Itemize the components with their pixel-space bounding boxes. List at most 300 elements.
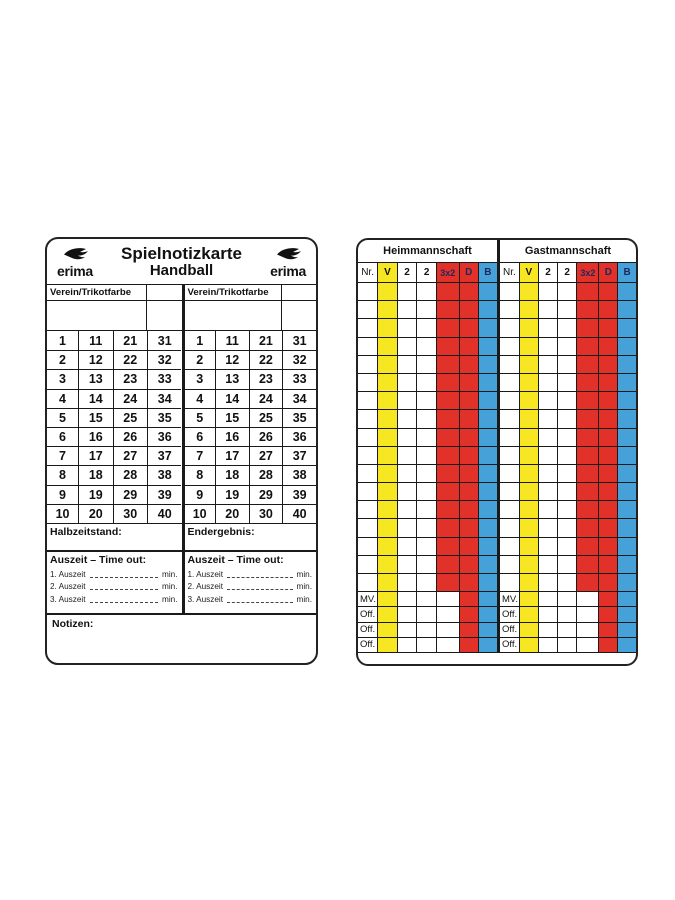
mark-cell: [459, 337, 478, 355]
erima-logo-left: [57, 246, 93, 278]
mark-cell: [598, 606, 617, 621]
timeout-row: [188, 595, 313, 604]
verein-end-cell: [146, 301, 182, 330]
special-row-label: Off.: [358, 637, 377, 652]
mark-cell: [576, 446, 598, 464]
timeout-unit: min.: [162, 582, 178, 591]
score-number-cell: 1: [59, 333, 66, 348]
verein-label: Verein/Trikotfarbe: [50, 287, 132, 298]
mark-cell: [358, 428, 377, 446]
mark-cell: [358, 300, 377, 318]
mark-cell: [459, 446, 478, 464]
score-number-cell: 40: [282, 504, 316, 523]
column-header-cell: Nr.: [358, 263, 377, 282]
mark-table: [500, 263, 636, 652]
verein-end-cell: [281, 301, 316, 330]
mark-cell: [377, 637, 397, 652]
score-number-cell: 30: [113, 504, 147, 523]
mark-cell: [500, 537, 519, 555]
score-number-cell: 5: [47, 408, 78, 427]
mark-cell: [538, 482, 557, 500]
timeout-unit: min.: [296, 569, 312, 579]
mark-cell: [538, 318, 557, 336]
mark-cell: [436, 555, 459, 573]
team-column-guest: [182, 285, 317, 613]
mark-cell: [436, 428, 459, 446]
guest-team-section: [497, 240, 636, 652]
mark-cell: [436, 282, 459, 300]
mark-cell: [557, 318, 576, 336]
mark-cell: [358, 373, 377, 391]
mark-cell: [598, 573, 617, 591]
verein-entry-cell: [185, 301, 317, 331]
mark-cell: [538, 637, 557, 652]
mark-cell: [598, 622, 617, 637]
home-team-section: [358, 240, 497, 652]
score-number-cell: 25: [249, 408, 283, 427]
mark-cell: [576, 591, 598, 606]
mark-cell: [576, 606, 598, 621]
mark-cell: [397, 500, 417, 518]
mark-cell: [500, 518, 519, 536]
mark-cell: [576, 555, 598, 573]
card-title-line1: Spielnotizkarte: [121, 243, 242, 263]
mark-cell: [377, 464, 397, 482]
mark-cell: [478, 355, 497, 373]
mark-cell: [478, 373, 497, 391]
mark-cell: [478, 555, 497, 573]
mark-cell: [397, 606, 417, 621]
mark-cell: [358, 555, 377, 573]
score-number-cell: 26: [249, 427, 283, 446]
card-title-line2: Handball: [149, 261, 214, 279]
score-number-cell: 13: [215, 369, 249, 388]
mark-cell: [377, 573, 397, 591]
score-number-cell: 6: [47, 427, 78, 446]
special-row-label: Off.: [358, 606, 377, 621]
mark-cell: [557, 373, 576, 391]
mark-cell: [519, 428, 538, 446]
special-row-label: Off.: [500, 637, 519, 652]
mark-cell: [397, 300, 417, 318]
mark-cell: [576, 518, 598, 536]
mark-cell: [617, 555, 636, 573]
mark-cell: [459, 637, 478, 652]
mark-cell: [557, 555, 576, 573]
mark-cell: [459, 282, 478, 300]
mark-cell: [377, 337, 397, 355]
mark-cell: [557, 622, 576, 637]
mark-cell: [436, 409, 459, 427]
mark-cell: [358, 355, 377, 373]
erima-wordmark: erima: [57, 262, 93, 279]
column-header-cell: V: [377, 263, 397, 282]
score-number-cell: 33: [282, 369, 316, 388]
erima-logo-right: [270, 246, 306, 278]
mark-cell: [397, 482, 417, 500]
mark-cell: [538, 606, 557, 621]
mark-cell: [397, 555, 417, 573]
special-row-label: MV.: [358, 591, 377, 606]
halftime-label: Halbzeitstand:: [50, 526, 122, 538]
timeout-row: [188, 582, 313, 591]
mark-cell: [617, 391, 636, 409]
mark-cell: [576, 482, 598, 500]
mark-cell: [459, 555, 478, 573]
mark-cell: [557, 606, 576, 621]
mark-cell: [436, 537, 459, 555]
mark-cell: [557, 355, 576, 373]
score-number-cell: 39: [147, 485, 181, 504]
mark-cell: [617, 500, 636, 518]
mark-cell: [436, 337, 459, 355]
team-columns: [47, 285, 316, 613]
score-number-cell: 31: [147, 331, 181, 350]
score-number-cell: 24: [249, 389, 283, 408]
mark-cell: [519, 482, 538, 500]
final-result-label: Endergebnis:: [187, 526, 255, 538]
mark-cell: [478, 591, 497, 606]
mark-cell: [598, 300, 617, 318]
score-number-cell: 19: [78, 485, 112, 504]
mark-cell: [416, 637, 436, 652]
score-number-cell: 4: [185, 389, 215, 408]
score-number-cell: 8: [47, 465, 78, 484]
verein-label: Verein/Trikotfarbe: [187, 287, 269, 298]
column-header-cell: D: [459, 263, 478, 282]
mark-cell: [358, 446, 377, 464]
timeout-write-line: [227, 582, 293, 590]
mark-cell: [500, 355, 519, 373]
mark-cell: [459, 464, 478, 482]
mark-cell: [519, 573, 538, 591]
score-number-cell: 2: [47, 350, 78, 369]
mark-cell: [557, 337, 576, 355]
mark-cell: [397, 428, 417, 446]
mark-cell: [557, 446, 576, 464]
score-number-cell: 10: [47, 504, 78, 523]
mark-cell: [459, 606, 478, 621]
verein-end-cell: [281, 285, 316, 300]
score-number-cell: 26: [113, 427, 147, 446]
card-bottom-strip: [358, 652, 636, 665]
mark-cell: [377, 428, 397, 446]
score-number-cell: 31: [282, 331, 316, 350]
mark-cell: [416, 282, 436, 300]
mark-cell: [576, 537, 598, 555]
mark-cell: [576, 637, 598, 652]
score-number-cell: 38: [282, 465, 316, 484]
mark-cell: [358, 337, 377, 355]
erima-bird-icon: [60, 246, 90, 263]
mark-cell: [617, 355, 636, 373]
score-number-cell: 27: [249, 446, 283, 465]
mark-cell: [519, 622, 538, 637]
mark-cell: [416, 318, 436, 336]
timeout-row: [50, 570, 178, 579]
score-number-cell: 6: [185, 427, 215, 446]
mark-cell: [459, 355, 478, 373]
mark-cell: [557, 282, 576, 300]
score-number-cell: 14: [78, 389, 112, 408]
mark-cell: [358, 409, 377, 427]
mark-cell: [478, 337, 497, 355]
mark-cell: [538, 446, 557, 464]
timeout-header: Auszeit – Time out:: [50, 554, 147, 566]
column-header-cell: B: [478, 263, 497, 282]
mark-cell: [478, 500, 497, 518]
mark-cell: [377, 282, 397, 300]
timeout-row: [50, 595, 178, 604]
mark-cell: [598, 428, 617, 446]
mark-cell: [519, 464, 538, 482]
score-number-cell: 18: [78, 465, 112, 484]
mark-cell: [377, 355, 397, 373]
timeout-unit: min.: [296, 594, 312, 604]
score-number-cell: 5: [185, 408, 215, 427]
special-row-label: Off.: [500, 606, 519, 621]
score-number-cell: 23: [113, 369, 147, 388]
mark-cell: [519, 537, 538, 555]
score-number-cell: 2: [185, 350, 215, 369]
mark-cell: [500, 391, 519, 409]
mark-cell: [459, 318, 478, 336]
mark-cell: [538, 537, 557, 555]
mark-cell: [436, 355, 459, 373]
timeout-section: [47, 550, 182, 613]
mark-cell: [538, 500, 557, 518]
mark-cell: [557, 637, 576, 652]
mark-cell: [500, 428, 519, 446]
mark-cell: [436, 518, 459, 536]
mark-cell: [397, 537, 417, 555]
timeout-row-label: 1. Auszeit: [187, 569, 223, 579]
mark-cell: [478, 282, 497, 300]
score-number-cell: 40: [147, 504, 181, 523]
mark-cell: [416, 409, 436, 427]
mark-cell: [377, 500, 397, 518]
mark-cell: [617, 318, 636, 336]
mark-cell: [557, 300, 576, 318]
score-number-cell: 15: [215, 408, 249, 427]
timeout-row-label: 3. Auszeit: [187, 594, 223, 604]
guest-team-title: Gastmannschaft: [500, 240, 636, 263]
mark-cell: [478, 300, 497, 318]
mark-cell: [416, 573, 436, 591]
notes-label: Notizen:: [52, 618, 94, 630]
timeout-row: [188, 570, 313, 579]
spielnotizkarte-card: [45, 237, 318, 665]
mark-cell: [459, 482, 478, 500]
mark-cell: [397, 391, 417, 409]
score-number-cell: 22: [113, 350, 147, 369]
verein-entry-cell: [47, 301, 182, 331]
mark-cell: [538, 591, 557, 606]
mark-cell: [478, 573, 497, 591]
mark-cell: [538, 409, 557, 427]
mark-cell: [377, 537, 397, 555]
mark-cell: [397, 446, 417, 464]
mark-cell: [519, 337, 538, 355]
score-number-cell: 9: [185, 485, 215, 504]
mark-cell: [617, 518, 636, 536]
score-number-cell: 16: [215, 427, 249, 446]
special-row-label: Off.: [358, 622, 377, 637]
mark-cell: [576, 622, 598, 637]
mark-cell: [416, 337, 436, 355]
mark-cell: [459, 409, 478, 427]
timeout-write-line: [90, 595, 159, 603]
mark-cell: [478, 428, 497, 446]
column-header-cell: 2: [557, 263, 576, 282]
mark-cell: [538, 428, 557, 446]
card-title: [121, 244, 242, 280]
mark-cell: [500, 300, 519, 318]
column-header-cell: 2: [538, 263, 557, 282]
mark-cell: [557, 428, 576, 446]
score-number-cell: 27: [113, 446, 147, 465]
mark-cell: [576, 373, 598, 391]
mark-cell: [377, 446, 397, 464]
score-number-cell: 36: [147, 427, 181, 446]
timeout-write-line: [90, 582, 159, 590]
mark-cell: [478, 391, 497, 409]
mark-cell: [436, 391, 459, 409]
mark-cell: [478, 318, 497, 336]
halftime-row: [47, 523, 182, 550]
mark-cell: [358, 500, 377, 518]
verein-row: [185, 285, 317, 301]
mark-cell: [436, 464, 459, 482]
mark-cell: [397, 355, 417, 373]
mark-cell: [576, 355, 598, 373]
score-number-cell: 34: [282, 389, 316, 408]
mark-cell: [538, 355, 557, 373]
mark-cell: [576, 409, 598, 427]
mark-cell: [436, 637, 459, 652]
mark-cell: [617, 428, 636, 446]
score-number-cell: 28: [249, 465, 283, 484]
referee-mark-card: [356, 238, 638, 666]
score-grid: [47, 331, 182, 523]
mark-cell: [377, 482, 397, 500]
mark-cell: [358, 318, 377, 336]
final-result-row: [185, 523, 317, 550]
mark-cell: [617, 482, 636, 500]
mark-cell: [557, 518, 576, 536]
mark-cell: [576, 282, 598, 300]
mark-cell: [358, 518, 377, 536]
column-header-cell: 2: [397, 263, 417, 282]
score-number-cell: 13: [78, 369, 112, 388]
timeout-write-line: [227, 570, 293, 578]
mark-cell: [598, 446, 617, 464]
mark-cell: [397, 409, 417, 427]
mark-cell: [557, 391, 576, 409]
mark-cell: [519, 518, 538, 536]
mark-cell: [416, 606, 436, 621]
mark-cell: [416, 373, 436, 391]
mark-cell: [519, 391, 538, 409]
mark-cell: [598, 373, 617, 391]
timeout-unit: min.: [162, 594, 178, 604]
mark-cell: [617, 637, 636, 652]
score-number-cell: 9: [47, 485, 78, 504]
score-number-cell: 28: [113, 465, 147, 484]
mark-cell: [416, 591, 436, 606]
score-number-cell: 33: [147, 369, 181, 388]
mark-cell: [598, 337, 617, 355]
score-number-cell: 37: [147, 446, 181, 465]
score-number-cell: 17: [78, 446, 112, 465]
score-number-cell: 23: [249, 369, 283, 388]
mark-cell: [617, 591, 636, 606]
special-row-label: Off.: [500, 622, 519, 637]
mark-cell: [416, 428, 436, 446]
score-number-cell: 1: [196, 333, 204, 348]
column-header-cell: B: [617, 263, 636, 282]
score-number-cell: 8: [185, 465, 215, 484]
score-number-cell: 11: [78, 331, 112, 350]
mark-cell: [436, 500, 459, 518]
mark-cell: [598, 637, 617, 652]
mark-cell: [459, 591, 478, 606]
verein-row: [47, 285, 182, 301]
mark-cell: [519, 555, 538, 573]
mark-cell: [519, 300, 538, 318]
mark-cell: [500, 318, 519, 336]
mark-cell: [500, 573, 519, 591]
mark-cell: [459, 373, 478, 391]
card-header: [47, 239, 316, 285]
mark-cell: [538, 555, 557, 573]
score-number-cell: 39: [282, 485, 316, 504]
mark-cell: [478, 446, 497, 464]
mark-cell: [538, 391, 557, 409]
mark-cell: [500, 446, 519, 464]
mark-cell: [416, 555, 436, 573]
score-number-cell: 24: [113, 389, 147, 408]
timeout-row-label: 2. Auszeit: [187, 582, 223, 591]
mark-cell: [617, 606, 636, 621]
mark-cell: [617, 537, 636, 555]
score-number-cell: 3: [185, 369, 215, 388]
mark-cell: [436, 318, 459, 336]
timeout-row: [50, 582, 178, 591]
mark-cell: [436, 482, 459, 500]
mark-cell: [519, 282, 538, 300]
score-number-cell: 17: [215, 446, 249, 465]
mark-cell: [416, 300, 436, 318]
score-number-cell: 21: [113, 331, 147, 350]
mark-cell: [478, 606, 497, 621]
mark-cell: [459, 518, 478, 536]
score-number-cell: 37: [282, 446, 316, 465]
mark-cell: [538, 518, 557, 536]
mark-cell: [478, 409, 497, 427]
mark-cell: [538, 282, 557, 300]
mark-cell: [576, 337, 598, 355]
score-number-cell: 21: [249, 331, 283, 350]
mark-cell: [358, 464, 377, 482]
score-number-cell: 10: [185, 504, 215, 523]
timeout-header: Auszeit – Time out:: [187, 554, 284, 566]
mark-cell: [617, 573, 636, 591]
mark-cell: [358, 573, 377, 591]
timeout-write-line: [90, 570, 159, 578]
mark-cell: [576, 573, 598, 591]
score-number-cell: 22: [249, 350, 283, 369]
